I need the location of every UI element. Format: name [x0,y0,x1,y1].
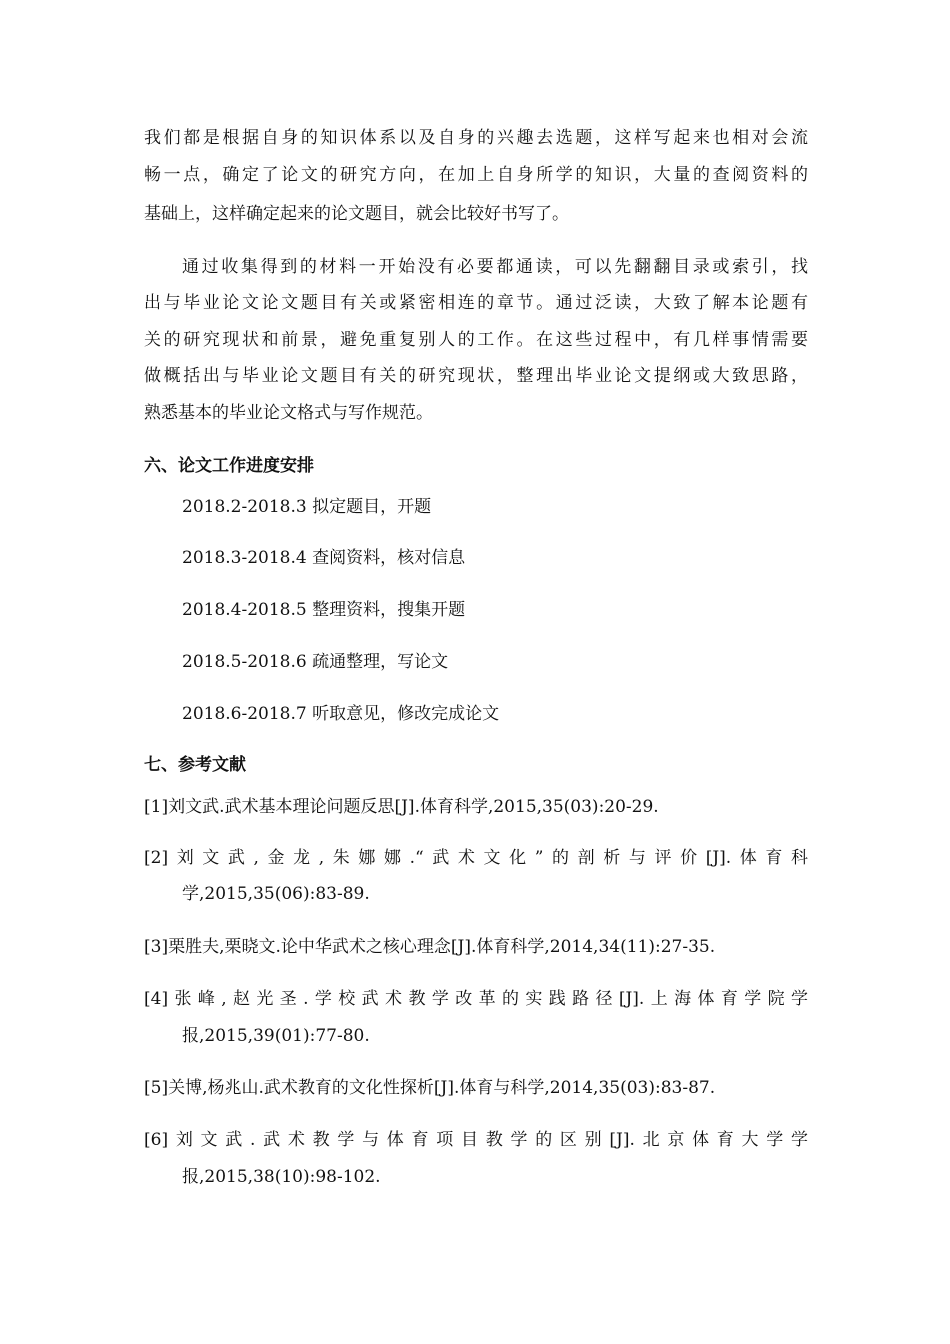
section-6-heading: 六、论文工作进度安排 [144,456,314,476]
reference-6-continuation: 报,2015,38(10):98-102. [182,1167,381,1187]
paragraph-2-line-5: 熟悉基本的毕业论文格式与写作规范。 [144,403,433,423]
paragraph-1-line-3: 基础上，这样确定起来的论文题目，就会比较好书写了。 [144,204,569,224]
reference-2-continuation: 学,2015,35(06):83-89. [182,884,370,904]
reference-2: [2]刘文武,金龙,朱娜娜.“武术文化”的剖析与评价[J].体育科 [144,848,808,868]
reference-3: [3]栗胜夫,栗晓文.论中华武术之核心理念[J].体育科学,2014,34(11):27-35. [144,937,716,957]
paragraph-2-line-4: 做概括出与毕业论文题目有关的研究现状，整理出毕业论文提纲或大致思路， [144,366,808,386]
paragraph-1-line-2: 畅一点，确定了论文的研究方向，在加上自身所学的知识，大量的查阅资料的 [144,165,808,185]
reference-6: [6]刘文武.武术教学与体育项目教学的区别[J].北京体育大学学 [144,1130,808,1150]
paragraph-1-line-1: 我们都是根据自身的知识体系以及自身的兴趣去选题，这样写起来也相对会流 [144,128,808,148]
schedule-item: 2018.6-2018.7 听取意见，修改完成论文 [182,704,500,724]
reference-1: [1]刘文武.武术基本理论问题反思[J].体育科学,2015,35(03):20-29. [144,797,659,817]
schedule-item: 2018.2-2018.3 拟定题目，开题 [182,497,432,517]
schedule-item: 2018.3-2018.4 查阅资料，核对信息 [182,548,466,568]
schedule-item: 2018.4-2018.5 整理资料，搜集开题 [182,600,466,620]
paragraph-2-line-2: 出与毕业论文论文题目有关或紧密相连的章节。通过泛读，大致了解本论题有 [144,293,808,313]
schedule-item: 2018.5-2018.6 疏通整理，写论文 [182,652,449,672]
reference-5: [5]关博,杨兆山.武术教育的文化性探析[J].体育与科学,2014,35(03):83-87. [144,1078,716,1098]
section-7-heading: 七、参考文献 [144,755,246,775]
reference-4-continuation: 报,2015,39(01):77-80. [182,1026,370,1046]
reference-4: [4]张峰,赵光圣.学校武术教学改革的实践路径[J].上海体育学院学 [144,989,808,1009]
paragraph-2-line-3: 关的研究现状和前景，避免重复别人的工作。在这些过程中，有几样事情需要 [144,330,808,350]
paragraph-2-line-1: 通过收集得到的材料一开始没有必要都通读，可以先翻翻目录或索引，找 [182,257,808,277]
